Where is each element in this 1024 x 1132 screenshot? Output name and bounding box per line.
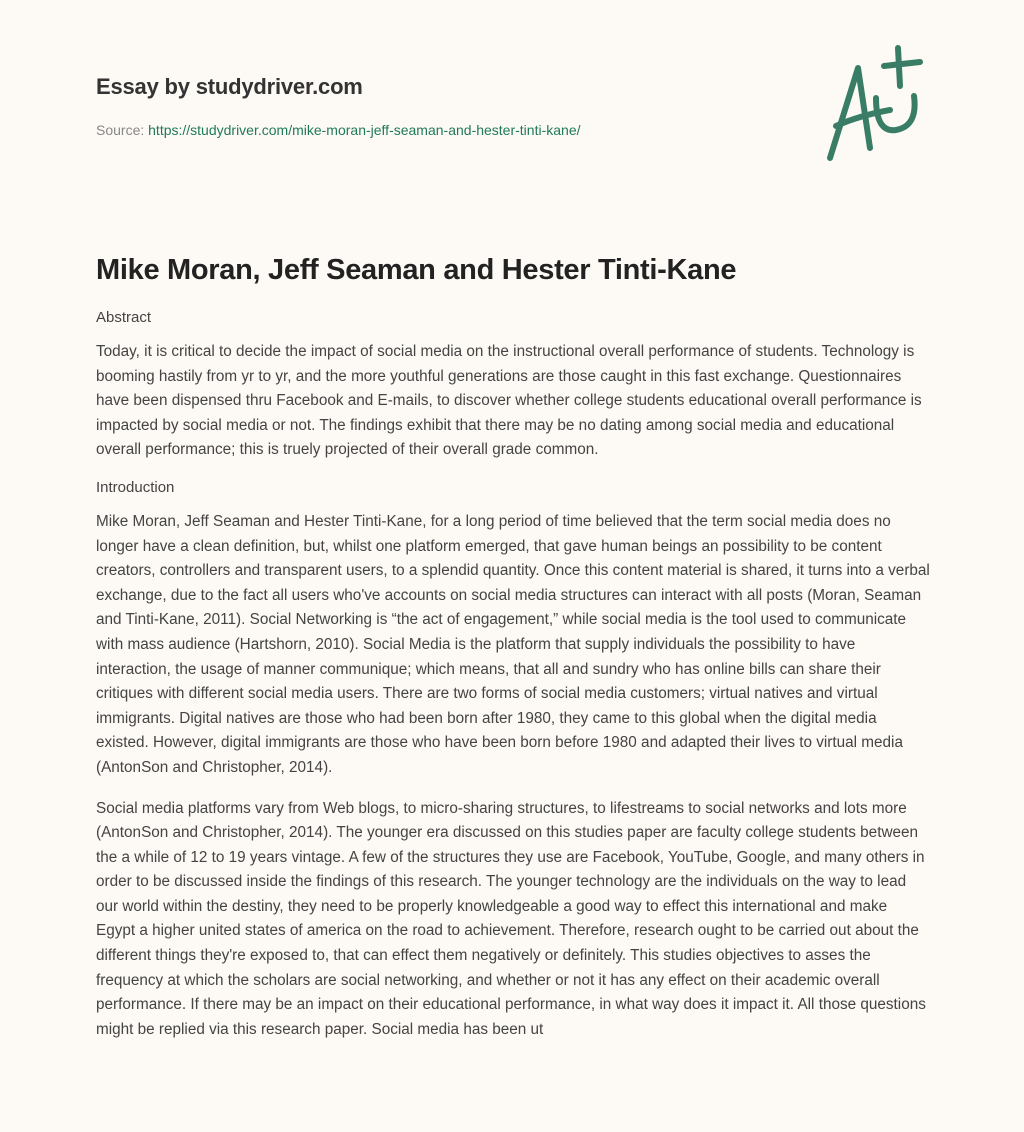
- article: [96, 254, 930, 1058]
- source-line: [96, 122, 926, 138]
- site-title: Essay by studydriver.com: [96, 74, 363, 99]
- section-heading-abstract: Abstract: [96, 309, 152, 326]
- paragraph-introduction-2: Social media platforms vary from Web blogs, to micro-sharing structures, to lifestreams to social networks and lots more (AntonSon and Christopher, 2014). The younger era discussed on this studies paper are faculty college students between the a while of 12 to 19 years vintage. A few of the structures they use are Facebook, YouTube, Google, and many others in order to be discussed inside the findings of this research. The younger technology are the individuals on the way to lead our world within the destiny, they need to be properly knowledgeable a good way to effect this international and make Egypt a higher united states of america on the road to achievement. Therefore, research ought to be carried out about the different things they're exposed to, that can effect them negatively or definitely. This studies objectives to asses the frequency at which the scholars are social networking, and whether or not it has any effect on their academic overall performance. If there may be an impact on their educational performance, in what way does it impact it. All those questions might be replied via this research paper. Social media has been ut: [96, 799, 926, 1038]
- section-heading-introduction: Introduction: [96, 478, 175, 496]
- paragraph-abstract: Today, it is critical to decide the impact of social media on the instructional overall performance of students. Technology is booming hastily from yr to yr, and the more youthful generations are those caught in this fast exchange. Questionnaires have been dispensed thru Facebook and E-mails, to discover whether college students educational overall performance is impacted by social media or not. The findings exhibit that there may be no dating among social media and educational overall performance; this is truely projected of their overall grade common.: [96, 343, 922, 459]
- a-plus-logo-icon: [818, 38, 928, 168]
- article-title: Mike Moran, Jeff Seaman and Hester Tinti-Kane: [96, 254, 737, 286]
- paragraph-introduction-1: Mike Moran, Jeff Seaman and Hester Tinti-Kane, for a long period of time believed that the term social media does no longer have a clean definition, but, whilst one platform emerged, that gave human beings an possibility to be content creators, controllers and transparent users, to a splendid quantity. Once this content material is shared, it turns into a verbal exchange, due to the fact all users who've accounts on social media structures can interact with all posts (Moran, Seaman and Tinti-Kane, 2011). Social Networking is “the act of engagement,” while social media is the tool used to communicate with mass audience (Hartshorn, 2010). Social Media is the platform that supply individuals the possibility to have interaction, the usage of manner communique; which means, that all and sundry who has online bills can share their critiques with different social media users. There are two forms of social media customers; virtual natives and virtual immigrants. Digital natives are those who had been born after 1980, they came to this global when the digital media existed. However, digital immigrants are those who have been born before 1980 and adapted their lives to virtual media (AntonSon and Christopher, 2014).: [96, 512, 930, 776]
- source-link[interactable]: https://studydriver.com/mike-moran-jeff-seaman-and-hester-tinti-kane/: [148, 122, 581, 138]
- source-label: Source:: [96, 122, 145, 138]
- site-header: [96, 74, 926, 138]
